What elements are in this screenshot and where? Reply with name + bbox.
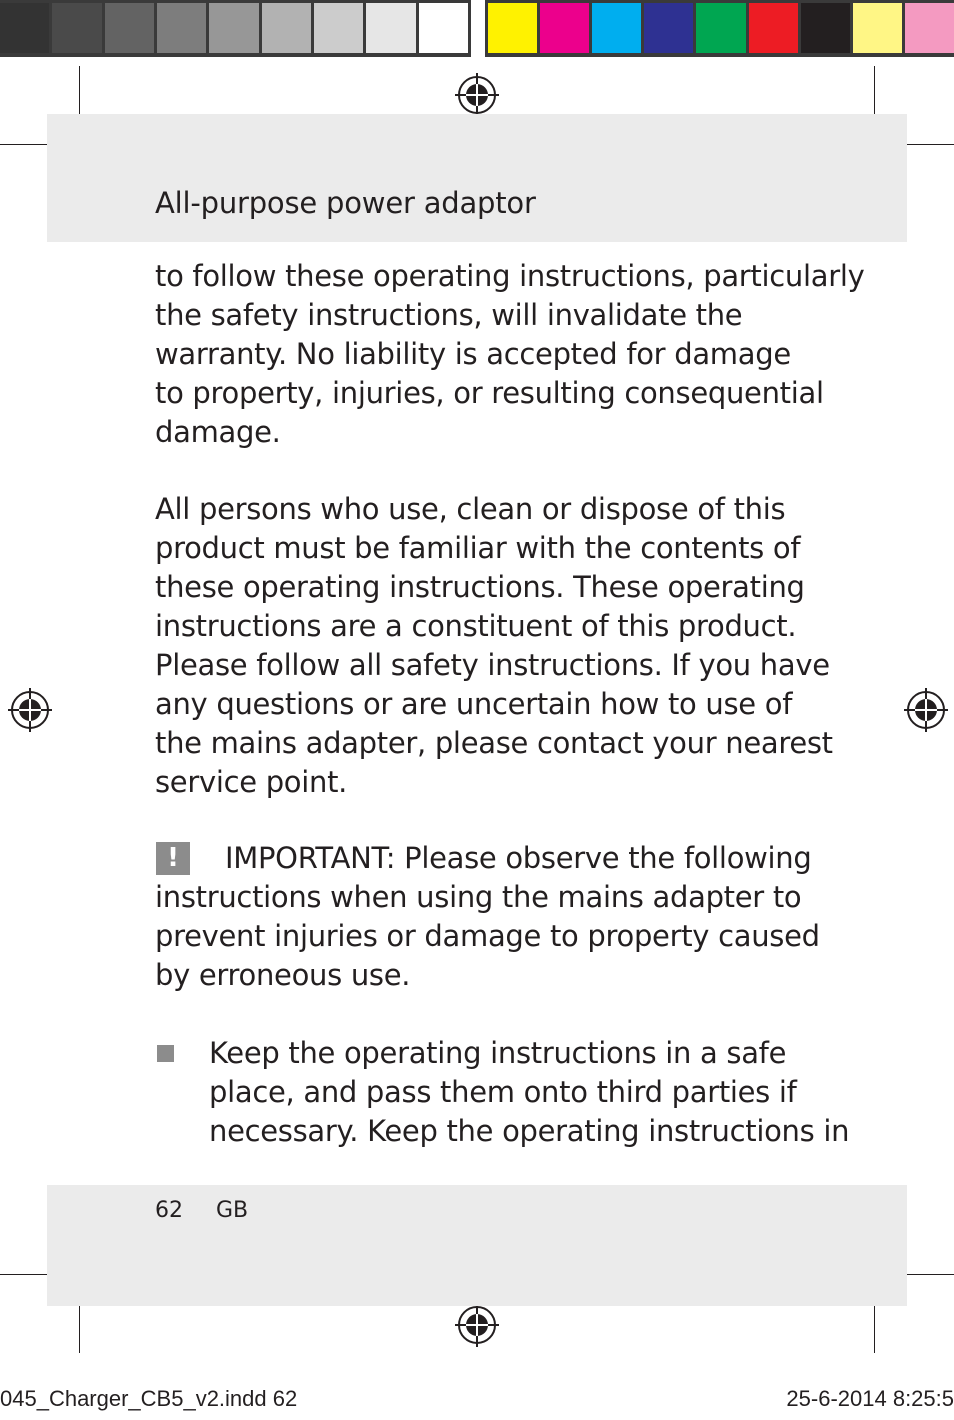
text-line: IMPORTANT: Please observe the following	[225, 841, 812, 875]
text-line: prevent injuries or damage to property caused	[155, 919, 820, 953]
color-swatch	[366, 3, 415, 53]
text-line: to property, injuries, or resulting consequential	[155, 376, 824, 410]
color-swatch	[696, 3, 745, 53]
warning-icon: !	[156, 842, 190, 875]
text-line: any questions or are uncertain how to use of	[155, 687, 793, 721]
text-line: instructions are a constituent of this product.	[155, 609, 797, 643]
slug-file-name: 045_Charger_CB5_v2.indd 62	[0, 1386, 298, 1411]
text-line: the safety instructions, will invalidate the	[155, 298, 743, 332]
text-line: place, and pass them onto third parties if	[209, 1075, 797, 1109]
grayscale-color-bar	[0, 0, 471, 57]
text-line: these operating instructions. These operating	[155, 570, 805, 604]
color-swatch	[592, 3, 641, 53]
square-bullet-icon	[157, 1045, 174, 1062]
text-line: by erroneous use.	[155, 958, 411, 992]
registration-mark-icon	[455, 1303, 499, 1347]
text-line: to follow these operating instructions, particularly	[155, 259, 865, 293]
color-swatch	[801, 3, 850, 53]
color-swatch	[905, 3, 954, 53]
registration-mark-icon	[904, 688, 948, 732]
bullet-item	[209, 1034, 849, 1151]
color-swatch	[314, 3, 363, 53]
process-color-bar	[485, 0, 954, 57]
paragraph-warranty	[155, 257, 864, 452]
color-swatch	[488, 3, 537, 53]
text-line: All persons who use, clean or dispose of this	[155, 492, 786, 526]
color-swatch	[749, 3, 798, 53]
registration-mark-icon	[455, 73, 499, 117]
slug-timestamp: 25-6-2014 8:25:5	[786, 1386, 954, 1411]
text-line: service point.	[155, 765, 348, 799]
text-line: the mains adapter, please contact your nearest	[155, 726, 833, 760]
color-swatch	[105, 3, 154, 53]
color-swatch	[262, 3, 311, 53]
color-swatch	[52, 3, 101, 53]
color-swatch	[853, 3, 902, 53]
text-line: damage.	[155, 415, 281, 449]
text-line: instructions when using the mains adapter to	[155, 880, 802, 914]
language-code: GB	[216, 1198, 249, 1223]
header-band	[47, 114, 907, 242]
warning-paragraph	[155, 839, 820, 995]
color-swatch	[419, 3, 468, 53]
page-number: 62	[155, 1198, 183, 1223]
color-swatch	[644, 3, 693, 53]
page-header-title: All-purpose power adaptor	[155, 186, 536, 220]
text-line: necessary. Keep the operating instructions in	[209, 1114, 850, 1148]
color-swatch	[540, 3, 589, 53]
text-line: Keep the operating instructions in a safe	[209, 1036, 787, 1070]
text-line: product must be familiar with the contents of	[155, 531, 801, 565]
registration-mark-icon	[8, 688, 52, 732]
text-line: warranty. No liability is accepted for damage	[155, 337, 791, 371]
text-line: Please follow all safety instructions. If you have	[155, 648, 830, 682]
color-swatch	[0, 3, 49, 53]
paragraph-users	[155, 490, 833, 802]
color-swatch	[209, 3, 258, 53]
color-swatch	[157, 3, 206, 53]
